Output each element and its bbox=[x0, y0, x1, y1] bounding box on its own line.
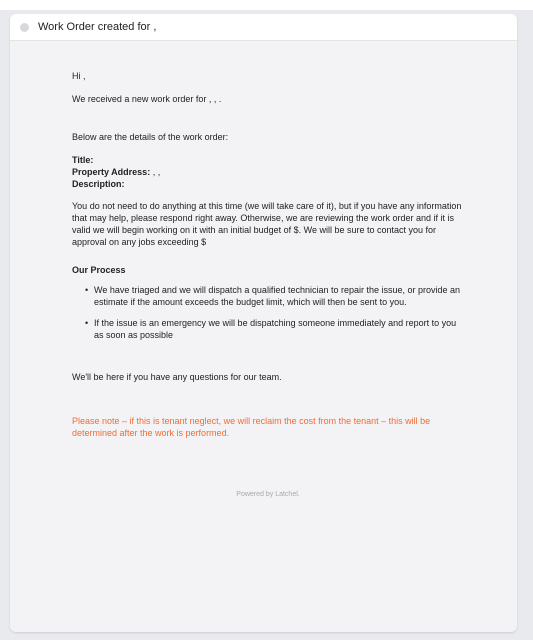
process-list bbox=[72, 284, 464, 341]
process-item bbox=[85, 317, 464, 341]
address-label: Property Address: bbox=[72, 167, 151, 177]
greeting: Hi , bbox=[72, 71, 86, 81]
card-header[interactable] bbox=[10, 14, 517, 41]
work-order-details bbox=[72, 154, 464, 190]
process-item-text: If the issue is an emergency we will be dispatching someone immediately and report to you as soon as possible bbox=[94, 318, 457, 340]
process-heading: Our Process bbox=[72, 265, 126, 275]
process-item bbox=[85, 284, 464, 308]
address-value: , , bbox=[150, 167, 161, 177]
card-title: Work Order created for , bbox=[38, 21, 157, 33]
email-card bbox=[10, 14, 517, 632]
process-item-text: We have triaged and we will dispatch a qualified technician to repair the issue, or provide an estimate if the amount exceeds the budget limit, which will then be sent to you. bbox=[94, 285, 461, 307]
email-body bbox=[72, 70, 464, 501]
details-intro: Below are the details of the work order: bbox=[72, 132, 229, 142]
tenant-neglect-note: Please note – if this is tenant neglect, we will reclaim the cost from the tenant – this will be determined after the work is performed. bbox=[72, 416, 431, 438]
previous-item-sliver bbox=[0, 0, 533, 10]
closing-line: We'll be here if you have any questions for our team. bbox=[72, 372, 282, 382]
title-label: Title: bbox=[72, 155, 94, 165]
bullet-icon: • bbox=[85, 285, 89, 295]
body-paragraph: You do not need to do anything at this time (we will take care of it), but if you have any information that may help, please respond right away. Otherwise, we are reviewing the work order and if it is valid we will begin working on it with an initial budget of $. We will be sure to contact you for approval on any jobs exceeding $ bbox=[72, 201, 462, 247]
powered-by: Powered by Latchel. bbox=[236, 491, 300, 498]
description-label: Description: bbox=[72, 179, 125, 189]
status-dot-icon bbox=[20, 23, 29, 32]
received-line: We received a new work order for , , . bbox=[72, 94, 222, 104]
bullet-icon: • bbox=[85, 318, 89, 328]
property-address-line bbox=[72, 166, 464, 178]
